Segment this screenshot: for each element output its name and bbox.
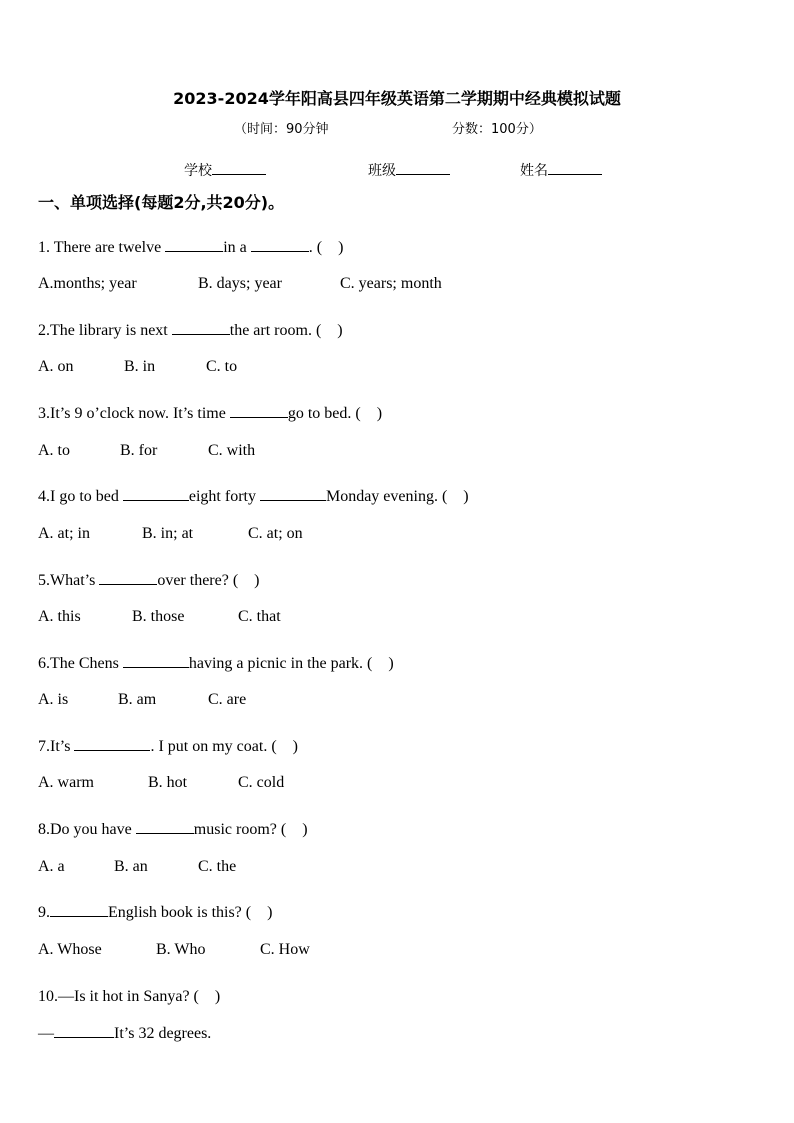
school-label: 学校	[184, 163, 212, 179]
option-c[interactable]: C. to	[206, 358, 238, 375]
option-c[interactable]: C. years; month	[340, 275, 442, 292]
question-text: 8.Do you have	[38, 821, 136, 838]
options-5	[38, 608, 281, 626]
answer-blank[interactable]	[260, 487, 326, 501]
question-text: Monday evening. ( )	[325, 488, 469, 505]
question-text: 5.What’s	[38, 572, 100, 589]
question-text: go to bed. ( )	[287, 405, 383, 422]
option-b[interactable]: B. hot	[148, 774, 188, 791]
question-text: 4.I go to bed	[38, 488, 123, 505]
options-2	[38, 358, 237, 376]
dash-text: —	[38, 1025, 54, 1042]
total-score: 分数：100分）	[452, 122, 542, 137]
question-4	[38, 483, 469, 506]
answer-blank[interactable]	[123, 654, 189, 668]
question-2	[38, 317, 343, 340]
options-4	[38, 525, 303, 543]
answer-blank[interactable]	[136, 820, 194, 834]
question-text: 7.It’s	[38, 738, 75, 755]
answer-blank[interactable]	[74, 737, 150, 751]
option-a[interactable]: A. to	[38, 442, 70, 459]
option-b[interactable]: B. Who	[156, 941, 206, 958]
question-text: 1. There are twelve	[38, 239, 166, 256]
options-8	[38, 858, 236, 876]
option-b[interactable]: B. an	[114, 858, 148, 875]
option-a[interactable]: A.months; year	[38, 275, 137, 292]
question-10	[38, 983, 220, 1006]
time-limit: （时间：90分钟	[234, 122, 329, 137]
school-field	[184, 160, 266, 180]
options-6	[38, 691, 246, 709]
question-9	[38, 899, 272, 922]
page-title: 2023-2024学年阳高县四年级英语第二学期期中经典模拟试题	[173, 89, 621, 108]
question-text: in a	[223, 239, 251, 256]
question-text: the art room. ( )	[229, 322, 343, 339]
school-blank[interactable]	[212, 161, 266, 175]
options-3	[38, 442, 255, 460]
option-c[interactable]: C. that	[238, 608, 281, 625]
section-title: 一、单项选择(每题2分,共20分)。	[38, 193, 285, 212]
name-blank[interactable]	[548, 161, 602, 175]
answer-blank[interactable]	[99, 571, 157, 585]
name-field	[520, 160, 602, 180]
option-a[interactable]: A. this	[38, 608, 81, 625]
option-c[interactable]: C. How	[260, 941, 310, 958]
answer-blank[interactable]	[251, 238, 309, 252]
option-a[interactable]: A. warm	[38, 774, 94, 791]
option-b[interactable]: B. those	[132, 608, 185, 625]
question-text: 9.	[38, 904, 50, 921]
option-c[interactable]: C. at; on	[248, 525, 303, 542]
answer-blank[interactable]	[165, 238, 223, 252]
option-a[interactable]: A. is	[38, 691, 69, 708]
question-6	[38, 650, 394, 673]
question-text: music room? ( )	[193, 821, 308, 838]
option-a[interactable]: A. on	[38, 358, 74, 375]
option-b[interactable]: B. days; year	[198, 275, 282, 292]
question-3	[38, 400, 382, 423]
answer-line-10	[38, 1024, 211, 1043]
option-c[interactable]: C. cold	[238, 774, 285, 791]
option-c[interactable]: C. the	[198, 858, 237, 875]
question-text: having a picnic in the park. ( )	[188, 655, 394, 672]
question-text: eight forty	[188, 488, 260, 505]
option-a[interactable]: A. at; in	[38, 525, 90, 542]
question-7	[38, 733, 298, 756]
class-blank[interactable]	[396, 161, 450, 175]
name-label: 姓名	[520, 163, 548, 179]
option-b[interactable]: B. in	[124, 358, 156, 375]
answer-blank[interactable]	[230, 404, 288, 418]
option-b[interactable]: B. in; at	[142, 525, 194, 542]
answer-text: It’s 32 degrees.	[114, 1025, 212, 1042]
question-text: English book is this? ( )	[108, 904, 273, 921]
question-text: . ( )	[308, 239, 344, 256]
option-a[interactable]: A. a	[38, 858, 65, 875]
question-1	[38, 234, 343, 257]
answer-blank[interactable]	[54, 1024, 114, 1038]
option-c[interactable]: C. are	[208, 691, 247, 708]
class-field	[368, 160, 450, 180]
question-5	[38, 567, 260, 590]
question-text: 10.—Is it hot in Sanya? ( )	[38, 988, 221, 1005]
answer-blank[interactable]	[123, 487, 189, 501]
options-9	[38, 941, 310, 959]
option-c[interactable]: C. with	[208, 442, 256, 459]
option-b[interactable]: B. for	[120, 442, 158, 459]
question-text: . I put on my coat. ( )	[150, 738, 298, 755]
question-8	[38, 816, 308, 839]
answer-blank[interactable]	[50, 903, 108, 917]
question-text: 3.It’s 9 o’clock now. It’s time	[38, 405, 230, 422]
options-1	[38, 275, 442, 293]
class-label: 班级	[368, 163, 396, 179]
question-text: 2.The library is next	[38, 322, 172, 339]
question-text: over there? ( )	[157, 572, 260, 589]
option-a[interactable]: A. Whose	[38, 941, 102, 958]
options-7	[38, 774, 284, 792]
answer-blank[interactable]	[172, 321, 230, 335]
question-text: 6.The Chens	[38, 655, 123, 672]
option-b[interactable]: B. am	[118, 691, 157, 708]
